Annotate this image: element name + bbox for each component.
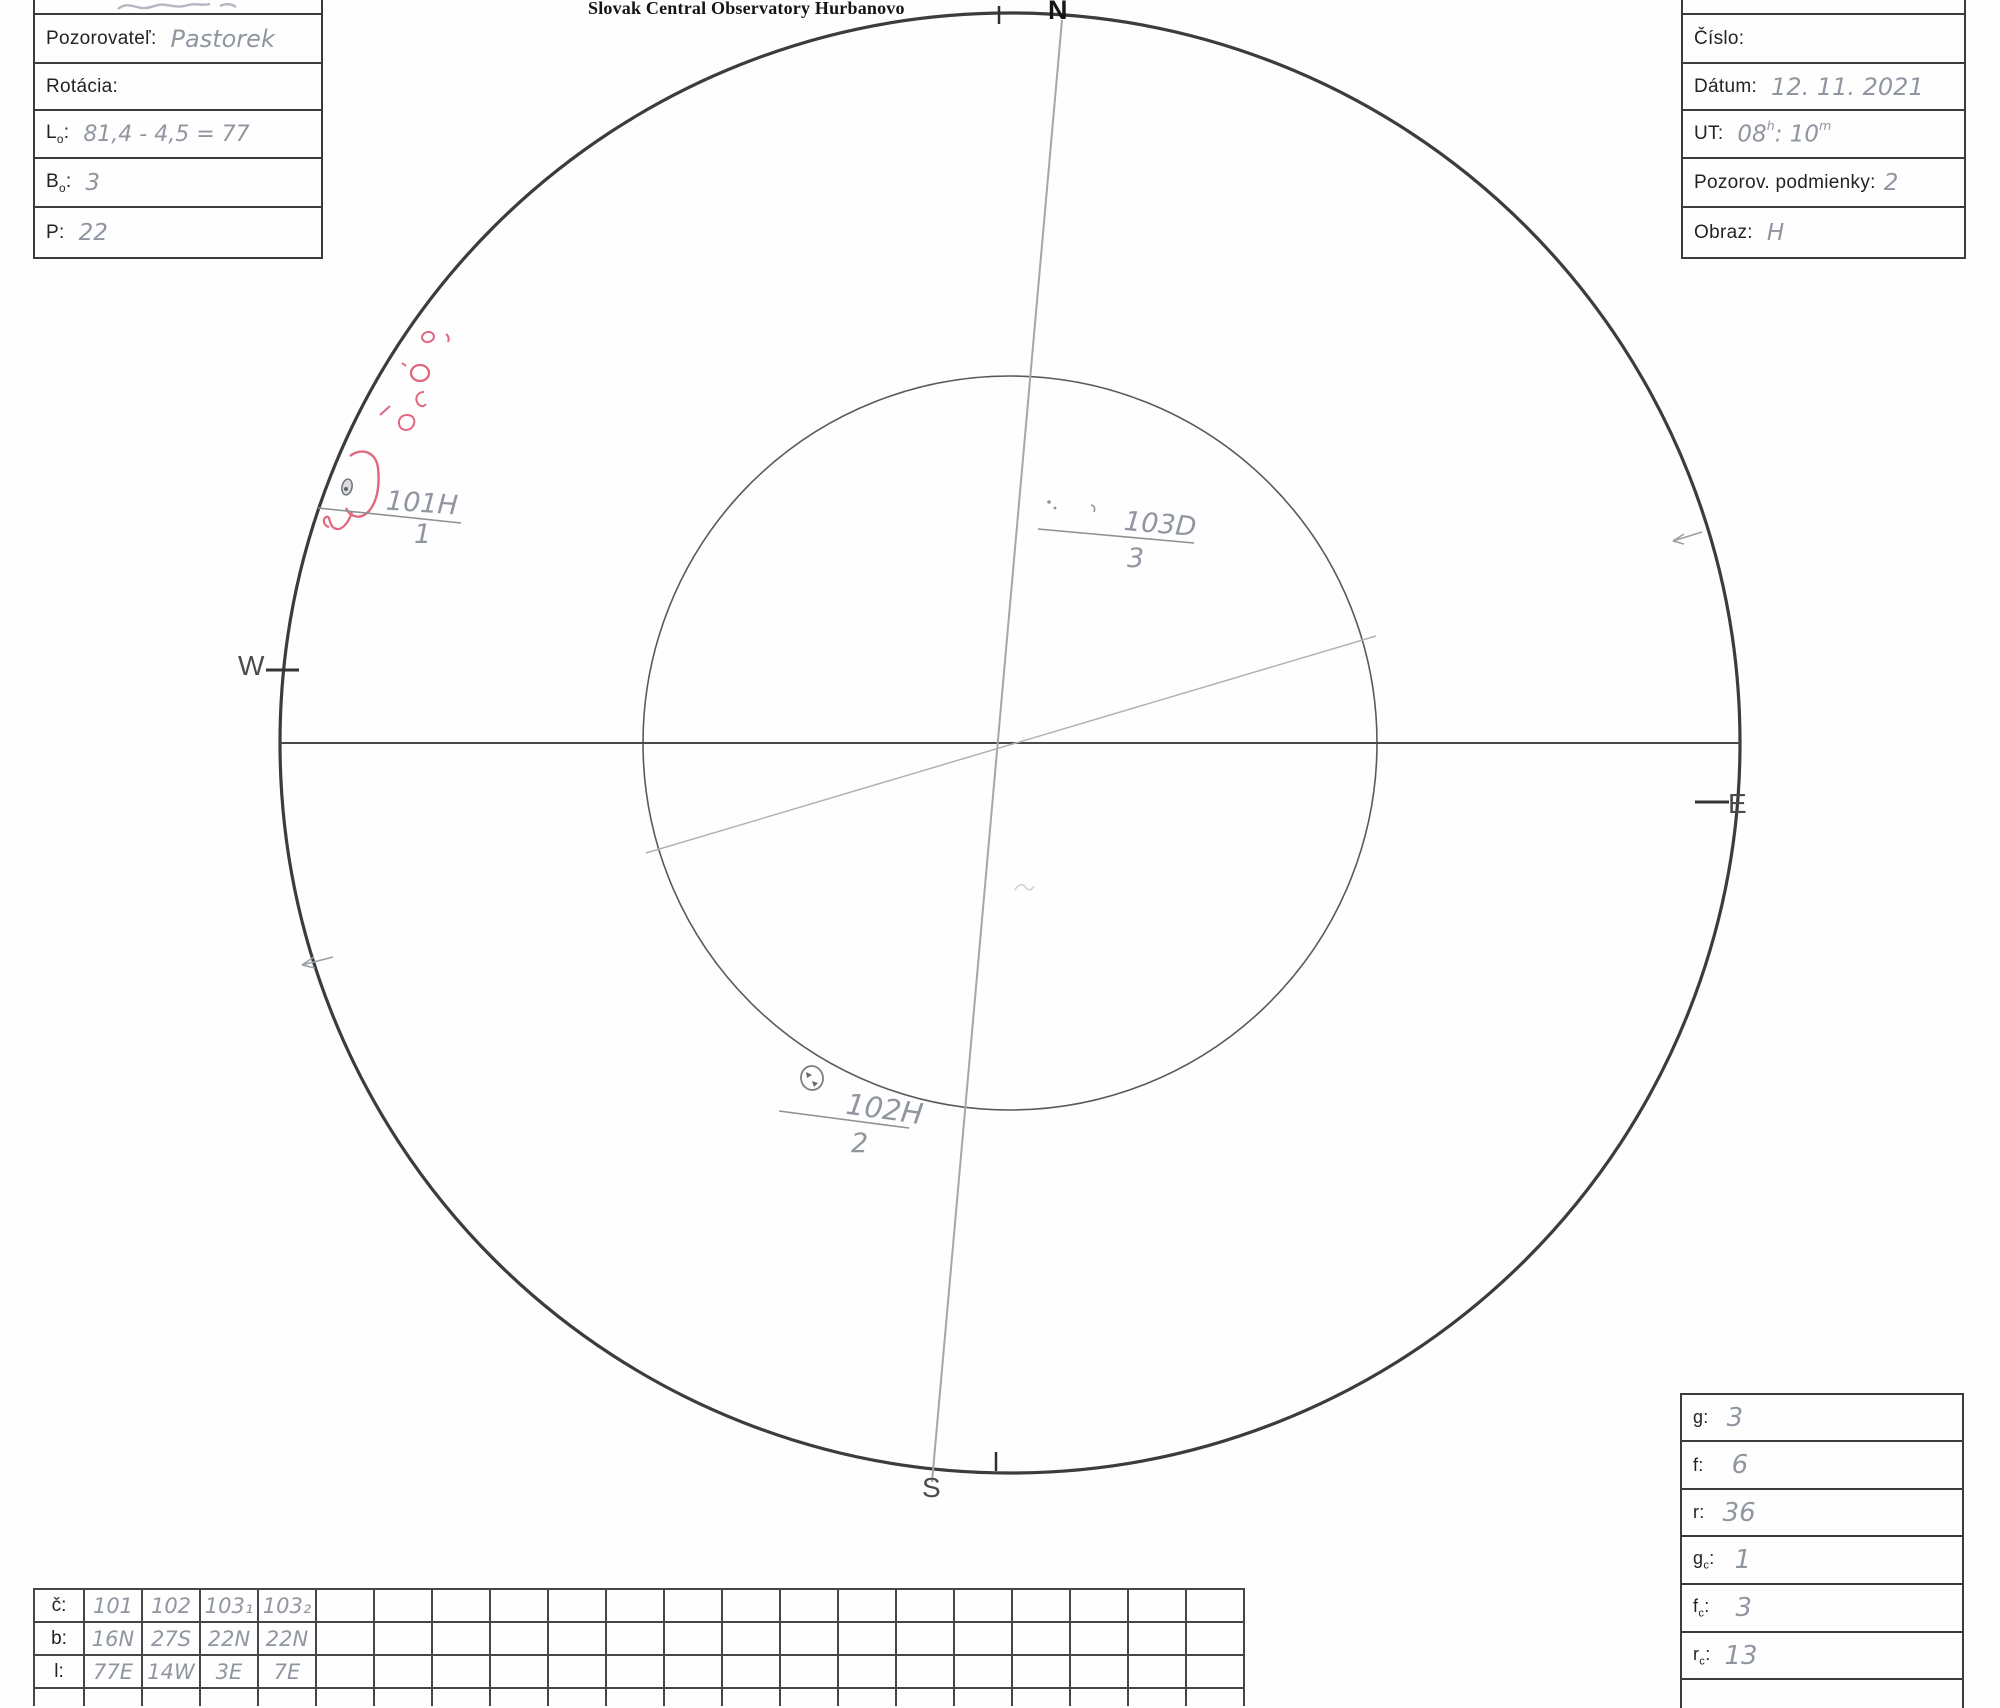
cislo-row xyxy=(1683,15,1964,64)
f-value: 6 xyxy=(1731,1450,1749,1480)
datum-value: 12. 11. 2021 xyxy=(1771,72,1924,101)
groups-table-row-label: b: xyxy=(34,1622,84,1655)
empty-cell xyxy=(780,1622,838,1655)
obraz-row xyxy=(1683,208,1964,257)
pozorovatel-label: Pozorovateľ: xyxy=(46,27,157,49)
group-101-designation: 101H xyxy=(385,485,459,522)
empty-cell xyxy=(664,1688,722,1706)
empty-cell xyxy=(490,1622,548,1655)
empty-cell xyxy=(606,1589,664,1622)
group-value-cell: 27S xyxy=(142,1622,200,1655)
empty-cell xyxy=(606,1688,664,1706)
g-value: 3 xyxy=(1726,1402,1744,1433)
empty-cell xyxy=(722,1589,780,1622)
group-101-count: 1 xyxy=(414,519,432,550)
empty-cell xyxy=(1070,1622,1128,1655)
gc-row xyxy=(1682,1537,1962,1585)
empty-cell xyxy=(1128,1688,1186,1706)
r-row xyxy=(1682,1490,1962,1537)
group-103-pore-dots xyxy=(1047,500,1094,512)
empty-cell xyxy=(1186,1688,1244,1706)
empty-cell xyxy=(722,1655,780,1688)
groups-table-body xyxy=(34,1589,1244,1706)
f-label: f: xyxy=(1693,1454,1704,1475)
ut-label: UT: xyxy=(1694,123,1724,144)
l0-value: 81,4 - 4,5 = 77 xyxy=(83,121,250,147)
empty-cell xyxy=(142,1688,200,1706)
group-value-cell: 22N xyxy=(200,1622,258,1655)
empty-cell xyxy=(838,1622,896,1655)
empty-cell xyxy=(374,1622,432,1655)
empty-cell xyxy=(1070,1589,1128,1622)
group-102-spot-sketch xyxy=(799,1064,825,1091)
group-102-count: 2 xyxy=(851,1128,869,1159)
empty-cell xyxy=(606,1655,664,1688)
pozorovatel-value: Pastorek xyxy=(170,24,275,53)
groups-table-row xyxy=(34,1655,1244,1688)
ut-value: 08$^h$: 10$^m$ xyxy=(1737,117,1832,148)
group-103-count: 3 xyxy=(1127,543,1145,574)
b0-row xyxy=(35,159,321,208)
empty-cell xyxy=(374,1589,432,1622)
ut-row xyxy=(1683,111,1964,159)
rc-row xyxy=(1682,1633,1962,1680)
west-limb-arrow xyxy=(302,957,333,968)
obraz-label: Obraz: xyxy=(1694,221,1753,243)
empty-cell xyxy=(1128,1622,1186,1655)
group-value-cell: 14W xyxy=(142,1655,200,1688)
gc-value: 1 xyxy=(1734,1545,1752,1575)
empty-cell xyxy=(1012,1589,1070,1622)
empty-cell xyxy=(490,1655,548,1688)
f-row xyxy=(1682,1442,1962,1490)
group-102-designation: 102H xyxy=(844,1086,926,1132)
empty-cell xyxy=(316,1589,374,1622)
obraz-value: H xyxy=(1766,219,1785,246)
group-value-cell: 102 xyxy=(142,1589,200,1622)
groups-table-row xyxy=(34,1688,1244,1706)
empty-cell xyxy=(490,1688,548,1706)
empty-cell xyxy=(1012,1655,1070,1688)
empty-cell xyxy=(432,1655,490,1688)
empty-cell xyxy=(1186,1622,1244,1655)
empty-cell xyxy=(490,1589,548,1622)
empty-cell xyxy=(722,1688,780,1706)
rotacia-label: Rotácia: xyxy=(46,75,119,97)
b0-value: 3 xyxy=(85,169,101,196)
empty-cell xyxy=(1012,1688,1070,1706)
empty-cell xyxy=(432,1688,490,1706)
empty-cell xyxy=(1186,1655,1244,1688)
groups-table xyxy=(33,1588,1245,1706)
group-value-cell: 16N xyxy=(84,1622,142,1655)
r-label: r: xyxy=(1693,1502,1705,1522)
empty-cell xyxy=(84,1688,142,1706)
compass-w-label: W xyxy=(238,650,265,681)
l0-label: $L_o$: xyxy=(46,122,70,146)
groups-table-row-label: č: xyxy=(34,1589,84,1622)
group-103-designation: 103D xyxy=(1122,505,1198,544)
group-101-red-sketch-cluster xyxy=(380,331,449,430)
group-value-cell: 101 xyxy=(84,1589,142,1622)
groups-table-row-label xyxy=(34,1688,84,1706)
empty-cell xyxy=(954,1589,1012,1622)
session-form-cut-row xyxy=(1683,0,1964,15)
group-value-cell: 7E xyxy=(258,1655,316,1688)
group-value-cell: 3E xyxy=(200,1655,258,1688)
g-label: g: xyxy=(1693,1407,1709,1427)
fc-row xyxy=(1682,1585,1962,1633)
empty-cell xyxy=(1128,1589,1186,1622)
empty-cell xyxy=(200,1688,258,1706)
empty-cell xyxy=(780,1688,838,1706)
rotation-axis-line xyxy=(932,20,1062,1482)
p-row xyxy=(35,208,321,257)
empty-cell xyxy=(1070,1688,1128,1706)
empty-cell xyxy=(954,1622,1012,1655)
empty-cell xyxy=(548,1622,606,1655)
empty-cell xyxy=(954,1655,1012,1688)
empty-cell xyxy=(896,1655,954,1688)
empty-cell xyxy=(780,1589,838,1622)
group-101-umbra xyxy=(340,478,353,496)
empty-cell xyxy=(1186,1589,1244,1622)
empty-cell xyxy=(896,1622,954,1655)
group-value-cell: 103₂ xyxy=(258,1589,316,1622)
empty-cell xyxy=(548,1688,606,1706)
cislo-label: Číslo: xyxy=(1694,27,1745,49)
empty-cell xyxy=(316,1655,374,1688)
empty-cell xyxy=(606,1622,664,1655)
empty-cell xyxy=(896,1688,954,1706)
datum-label: Dátum: xyxy=(1694,75,1758,97)
compass-e-label: E xyxy=(1728,788,1747,819)
rc-label: $r_c$: xyxy=(1693,1643,1711,1668)
g-row xyxy=(1682,1395,1962,1442)
empty-cell xyxy=(896,1589,954,1622)
group-value-cell: 22N xyxy=(258,1622,316,1655)
datum-row xyxy=(1683,64,1964,111)
session-form xyxy=(1681,0,1966,259)
podmienky-value: 2 xyxy=(1883,169,1899,196)
groups-table-row xyxy=(34,1622,1244,1655)
observer-row xyxy=(35,15,321,64)
empty-cell xyxy=(838,1655,896,1688)
groups-table-row xyxy=(34,1589,1244,1622)
observer-form xyxy=(33,0,323,259)
empty-cell xyxy=(664,1589,722,1622)
p-label: P: xyxy=(46,221,65,243)
compass-n-label: N xyxy=(1048,0,1068,25)
rc-value: 13 xyxy=(1724,1640,1758,1671)
empty-cell xyxy=(258,1688,316,1706)
empty-cell xyxy=(780,1655,838,1688)
observatory-title: Slovak Central Observatory Hurbanovo xyxy=(588,0,905,18)
observer-form-cut-row xyxy=(35,0,321,15)
empty-cell xyxy=(432,1589,490,1622)
empty-cell xyxy=(664,1622,722,1655)
fc-value: 3 xyxy=(1735,1593,1753,1623)
r-value: 36 xyxy=(1722,1497,1756,1528)
faint-center-mark xyxy=(1015,885,1034,890)
empty-cell xyxy=(838,1688,896,1706)
counts-form-cut-row xyxy=(1682,1680,1962,1708)
empty-cell xyxy=(548,1589,606,1622)
empty-cell xyxy=(664,1655,722,1688)
empty-cell xyxy=(316,1622,374,1655)
l0-row xyxy=(35,111,321,159)
groups-table-row-label: l: xyxy=(34,1655,84,1688)
equator-line xyxy=(646,636,1376,853)
rotation-row xyxy=(35,64,321,111)
empty-cell xyxy=(432,1622,490,1655)
empty-cell xyxy=(838,1589,896,1622)
empty-cell xyxy=(1070,1655,1128,1688)
empty-cell xyxy=(316,1688,374,1706)
fc-label: $f_c$: xyxy=(1693,1596,1710,1620)
b0-label: $B_o$: xyxy=(46,170,72,195)
empty-cell xyxy=(954,1688,1012,1706)
group-value-cell: 77E xyxy=(84,1655,142,1688)
podmienky-label: Pozorov. podmienky: xyxy=(1694,171,1876,193)
empty-cell xyxy=(374,1655,432,1688)
group-value-cell: 103₁ xyxy=(200,1589,258,1622)
gc-label: $g_c$: xyxy=(1693,1548,1715,1572)
group-101-main-spot-sketch xyxy=(324,452,379,529)
podmienky-row xyxy=(1683,159,1964,208)
p-value: 22 xyxy=(78,219,108,246)
empty-cell xyxy=(1012,1622,1070,1655)
east-limb-arrow xyxy=(1673,532,1702,544)
compass-s-label: S xyxy=(922,1472,941,1503)
empty-cell xyxy=(548,1655,606,1688)
empty-cell xyxy=(374,1688,432,1706)
empty-cell xyxy=(722,1622,780,1655)
counts-form xyxy=(1680,1393,1964,1708)
empty-cell xyxy=(1128,1655,1186,1688)
